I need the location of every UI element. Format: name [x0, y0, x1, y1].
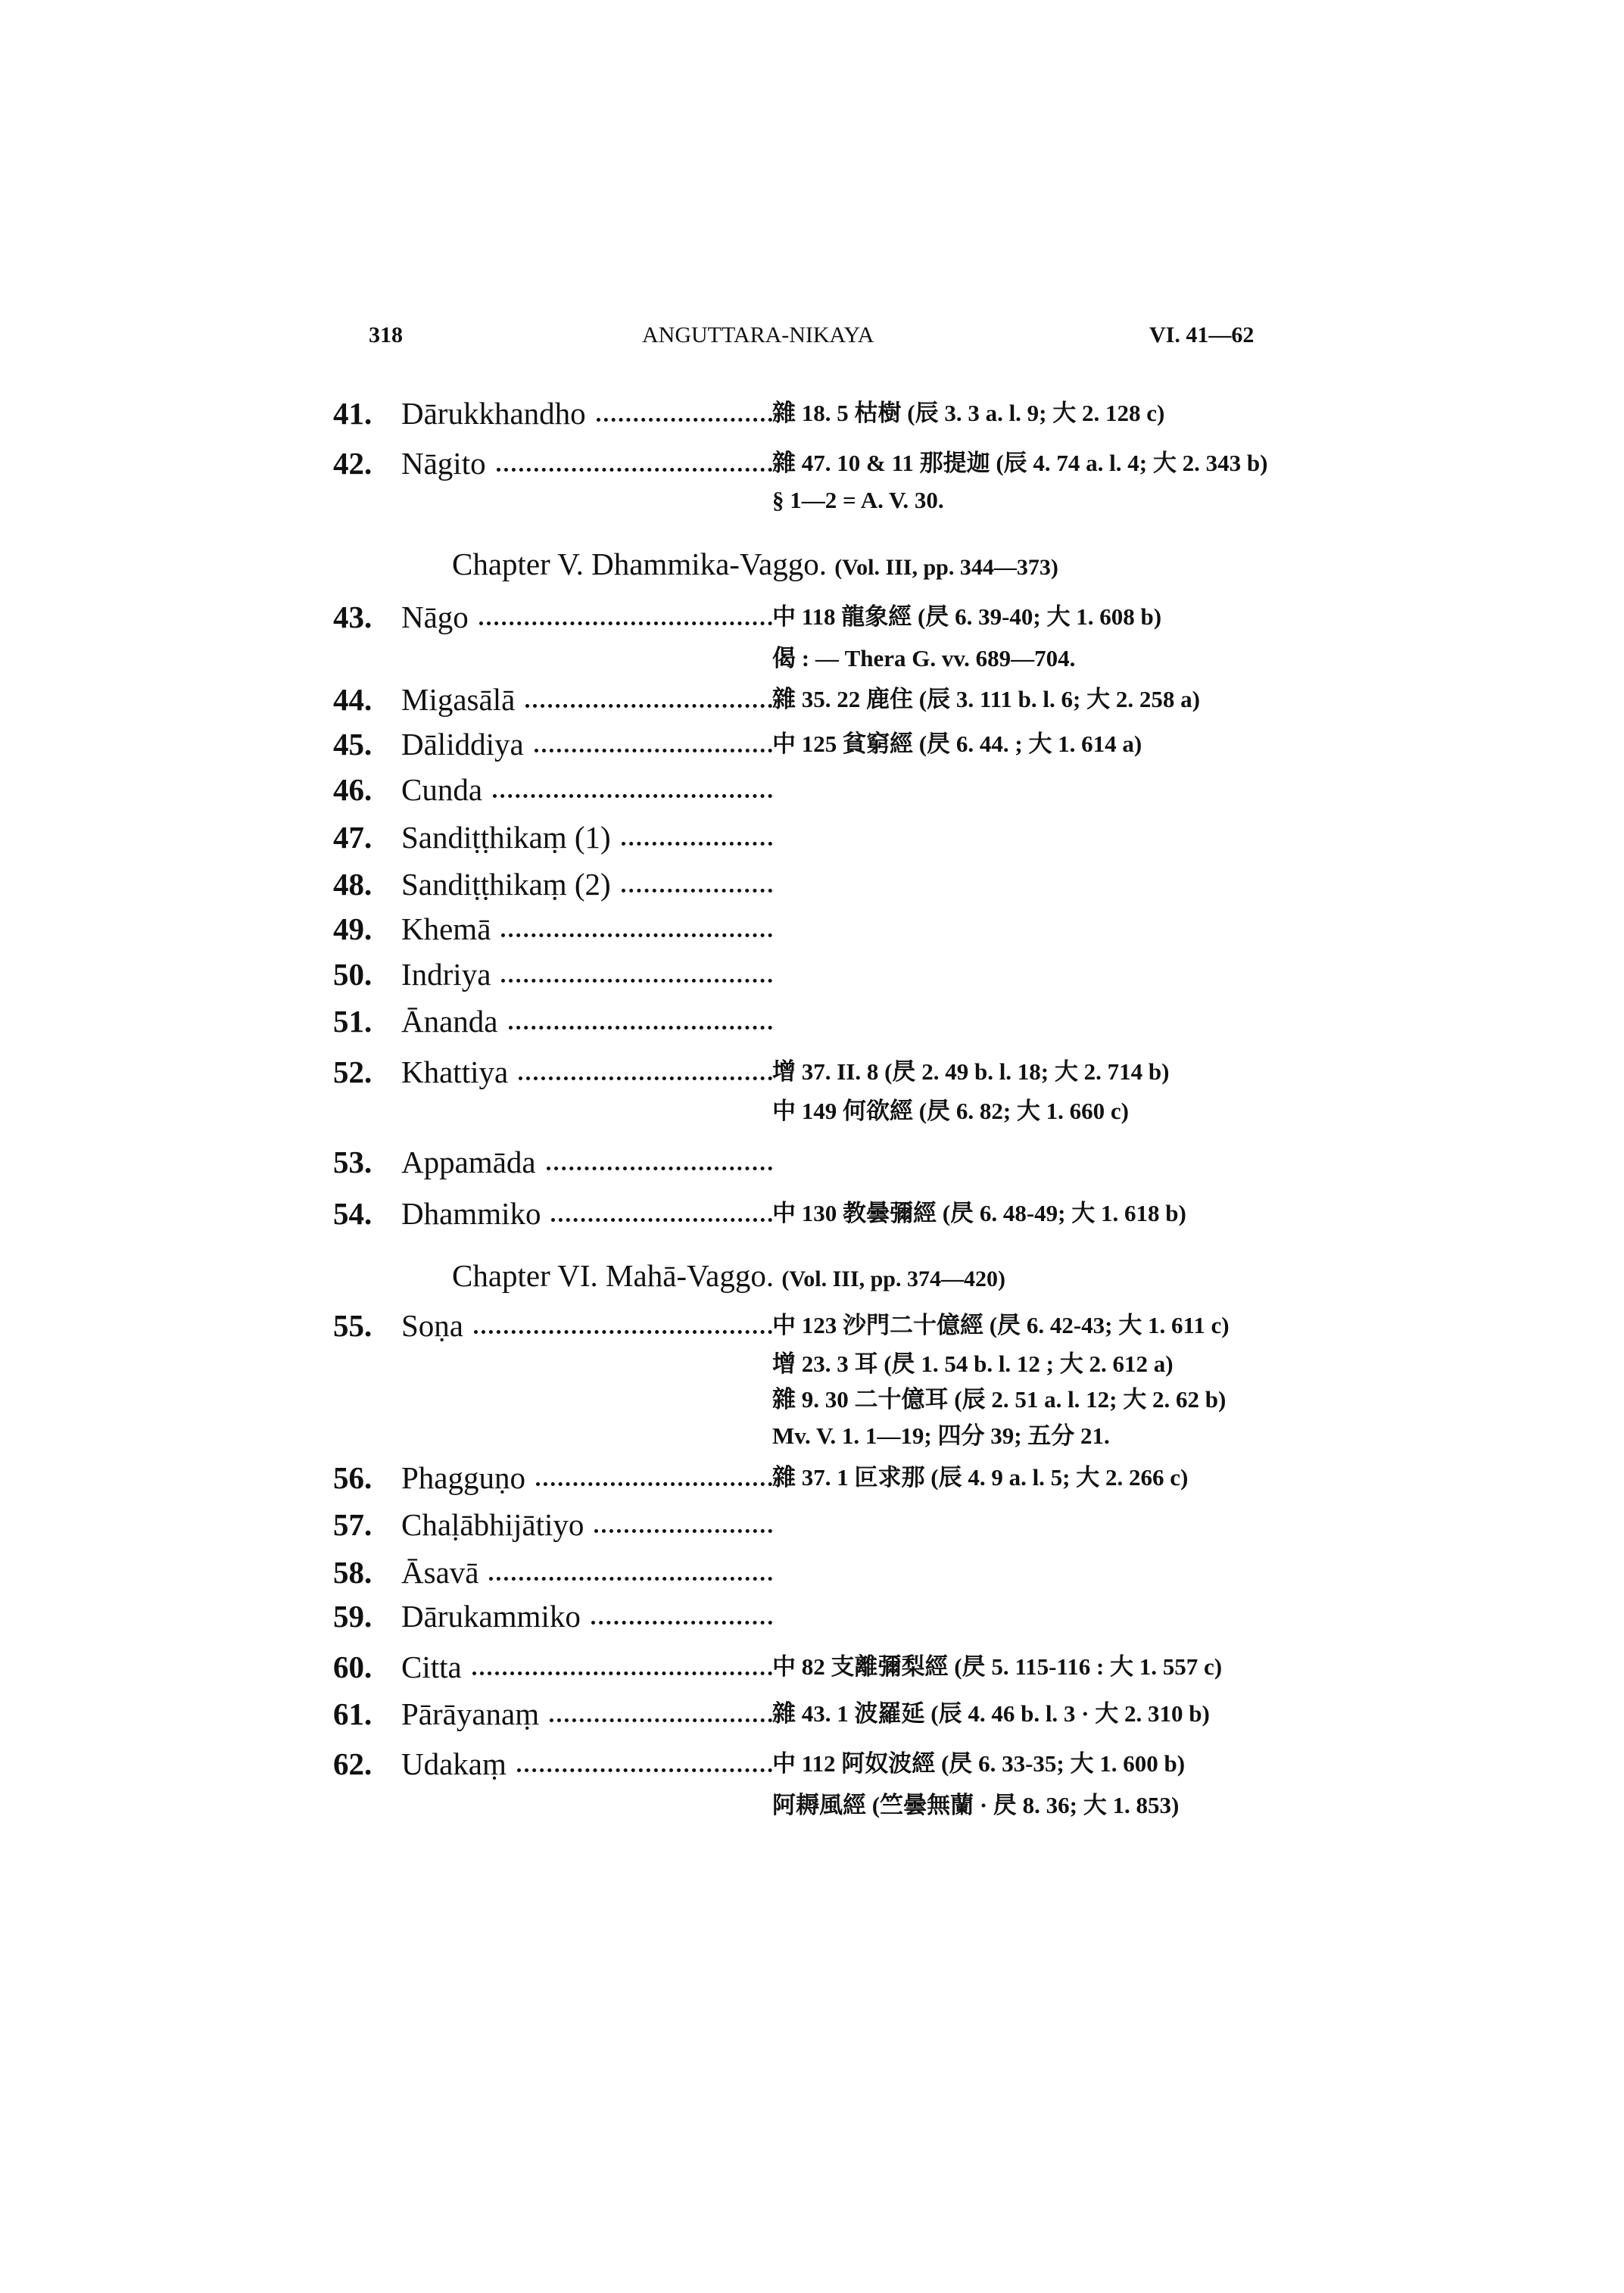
- chapter-title: Chapter VI. Mahā-Vaggo.: [452, 1258, 782, 1293]
- dot-leader: [501, 933, 772, 937]
- item-number: 51.: [333, 1004, 372, 1039]
- list-item: [333, 865, 772, 903]
- item-leader: [401, 955, 772, 993]
- item-number: 56.: [333, 1460, 372, 1495]
- list-item: [333, 1053, 772, 1091]
- dot-leader: [597, 417, 772, 422]
- item-leader: [401, 681, 772, 718]
- list-item: [333, 1459, 772, 1497]
- list-item: [333, 1506, 772, 1544]
- item-name: Dhammiko: [401, 1196, 541, 1231]
- dot-leader: [519, 1076, 772, 1080]
- parallel-reference-continued: 增 23. 3 耳 (昃 1. 54 b. l. 12 ; 大 2. 612 a): [772, 1351, 1174, 1377]
- dot-leader: [493, 793, 772, 798]
- item-name: Dārukammiko: [401, 1599, 581, 1634]
- item-name: Sandiṭṭhikaṃ (2): [401, 867, 611, 902]
- list-item: [333, 1195, 772, 1232]
- parallel-reference: 中 118 龍象經 (昃 6. 39-40; 大 1. 608 b): [772, 603, 1162, 630]
- list-item: [333, 681, 772, 718]
- dot-leader: [509, 1025, 772, 1030]
- dot-leader: [536, 1481, 772, 1486]
- dot-leader: [474, 1329, 772, 1334]
- item-number: 48.: [333, 867, 372, 902]
- list-item: [333, 1745, 772, 1783]
- parallel-reference-continued: 中 149 何欲經 (昃 6. 82; 大 1. 660 c): [772, 1098, 1129, 1124]
- list-item: [333, 1002, 772, 1040]
- item-name: Phagguṇo: [401, 1460, 525, 1495]
- parallel-reference-continued: 阿耨風經 (竺曇無蘭 · 昃 8. 36; 大 1. 853): [772, 1792, 1180, 1818]
- item-leader: [401, 818, 772, 856]
- item-name: Khemā: [401, 911, 491, 946]
- item-number: 52.: [333, 1055, 372, 1089]
- item-name: Udakaṃ: [401, 1746, 507, 1781]
- item-leader: [401, 1307, 772, 1344]
- list-item: [333, 598, 772, 636]
- parallel-reference: 雜 35. 22 鹿住 (辰 3. 111 b. l. 6; 大 2. 258 a): [772, 686, 1200, 712]
- item-number: 44.: [333, 682, 372, 717]
- item-number: 41.: [333, 396, 372, 431]
- dot-leader: [501, 978, 772, 983]
- chapter-volume-range: (Vol. III, pp. 344—373): [834, 555, 1058, 580]
- chapter-heading: [452, 1254, 1005, 1297]
- item-name: Chaḷābhijātiyo: [401, 1507, 584, 1542]
- item-leader: [401, 1002, 772, 1040]
- item-number: 42.: [333, 446, 372, 481]
- item-leader: [401, 394, 772, 432]
- list-item: [333, 1307, 772, 1344]
- item-leader: [401, 1695, 772, 1733]
- dot-leader: [525, 703, 772, 708]
- dot-leader: [479, 621, 772, 625]
- item-leader: [401, 1553, 772, 1591]
- dot-leader: [497, 467, 772, 472]
- chapter-title: Chapter V. Dhammika-Vaggo.: [452, 547, 835, 581]
- item-number: 58.: [333, 1555, 372, 1590]
- page-number: 318: [369, 322, 403, 347]
- item-number: 47.: [333, 820, 372, 855]
- item-name: Āsavā: [401, 1555, 479, 1590]
- parallel-reference: 雜 18. 5 枯樹 (辰 3. 3 a. l. 9; 大 2. 128 c): [772, 400, 1165, 426]
- item-name: Citta: [401, 1650, 462, 1684]
- dot-leader: [551, 1217, 772, 1222]
- item-number: 46.: [333, 772, 372, 807]
- running-title: ANGUTTARA-NIKAYA: [642, 322, 874, 347]
- parallel-reference-continued: Mv. V. 1. 1—19; 四分 39; 五分 21.: [772, 1422, 1110, 1449]
- item-name: Nāgo: [401, 600, 469, 634]
- list-item: [333, 1597, 772, 1635]
- item-leader: [401, 444, 772, 482]
- item-number: 62.: [333, 1746, 372, 1781]
- list-item: [333, 1695, 772, 1733]
- item-name: Cunda: [401, 772, 483, 807]
- item-leader: [401, 1053, 772, 1091]
- list-item: [333, 910, 772, 948]
- chapter-heading: [452, 543, 1058, 585]
- item-name: Sandiṭṭhikaṃ (1): [401, 820, 611, 855]
- item-leader: [401, 725, 772, 763]
- item-number: 57.: [333, 1507, 372, 1542]
- item-number: 49.: [333, 911, 372, 946]
- item-number: 55.: [333, 1308, 372, 1343]
- item-leader: [401, 771, 772, 808]
- dot-leader: [472, 1671, 772, 1675]
- list-item: [333, 444, 772, 482]
- section-range: VI. 41—62: [1149, 322, 1255, 347]
- list-item: [333, 1553, 772, 1591]
- item-number: 60.: [333, 1650, 372, 1684]
- dot-leader: [550, 1718, 772, 1722]
- item-name: Ānanda: [401, 1004, 498, 1039]
- item-number: 59.: [333, 1599, 372, 1634]
- item-leader: [401, 910, 772, 948]
- dot-leader: [489, 1576, 772, 1581]
- dot-leader: [517, 1768, 772, 1772]
- item-name: Dāliddiya: [401, 727, 524, 762]
- list-item: [333, 725, 772, 763]
- parallel-reference: 增 37. II. 8 (昃 2. 49 b. l. 18; 大 2. 714 b): [772, 1058, 1170, 1085]
- parallel-reference: 中 125 貧窮經 (昃 6. 44. ; 大 1. 614 a): [772, 731, 1142, 757]
- parallel-reference-continued: § 1—2 = A. V. 30.: [772, 487, 944, 513]
- item-name: Dārukkhandho: [401, 396, 586, 431]
- item-number: 45.: [333, 727, 372, 762]
- dot-leader: [535, 748, 772, 752]
- item-leader: [401, 1506, 772, 1544]
- parallel-reference: 雜 43. 1 波羅延 (辰 4. 46 b. l. 3 · 大 2. 310 b): [772, 1700, 1210, 1727]
- list-item: [333, 1143, 772, 1181]
- list-item: [333, 1648, 772, 1686]
- item-name: Pārāyanaṃ: [401, 1696, 540, 1731]
- item-number: 54.: [333, 1196, 372, 1231]
- dot-leader: [591, 1620, 772, 1625]
- item-name: Migasālā: [401, 682, 516, 717]
- parallel-reference: 中 123 沙門二十億經 (昃 6. 42-43; 大 1. 611 c): [772, 1312, 1230, 1338]
- item-leader: [401, 1745, 772, 1783]
- dot-leader: [547, 1166, 772, 1170]
- item-name: Nāgito: [401, 446, 486, 481]
- parallel-reference-continued: 雜 9. 30 二十億耳 (辰 2. 51 a. l. 12; 大 2. 62 b): [772, 1386, 1227, 1413]
- item-leader: [401, 598, 772, 636]
- item-leader: [401, 1459, 772, 1497]
- list-item: [333, 955, 772, 993]
- item-number: 61.: [333, 1696, 372, 1731]
- parallel-reference-continued: 偈 : — Thera G. vv. 689—704.: [772, 645, 1076, 671]
- item-leader: [401, 1648, 772, 1686]
- dot-leader: [594, 1528, 772, 1533]
- chapter-volume-range: (Vol. III, pp. 374—420): [781, 1266, 1005, 1291]
- dot-leader: [622, 888, 772, 893]
- list-item: [333, 818, 772, 856]
- list-item: [333, 394, 772, 432]
- item-number: 43.: [333, 600, 372, 634]
- parallel-reference: 中 82 支離彌梨經 (昃 5. 115-116 : 大 1. 557 c): [772, 1653, 1223, 1680]
- item-number: 53.: [333, 1145, 372, 1179]
- parallel-reference: 中 130 教曇彌經 (昃 6. 48-49; 大 1. 618 b): [772, 1200, 1186, 1226]
- item-leader: [401, 1195, 772, 1232]
- item-name: Appamāda: [401, 1145, 536, 1179]
- parallel-reference: 雜 47. 10 & 11 那提迦 (辰 4. 74 a. l. 4; 大 2. 343 b): [772, 450, 1268, 476]
- item-name: Khattiya: [401, 1055, 509, 1089]
- item-number: 50.: [333, 957, 372, 992]
- item-leader: [401, 1143, 772, 1181]
- parallel-reference: 雜 37. 1 叵求那 (辰 4. 9 a. l. 5; 大 2. 266 c): [772, 1464, 1189, 1491]
- item-leader: [401, 865, 772, 903]
- parallel-reference: 中 112 阿奴波經 (昃 6. 33-35; 大 1. 600 b): [772, 1750, 1186, 1777]
- item-name: Soṇa: [401, 1308, 463, 1343]
- item-name: Indriya: [401, 957, 491, 992]
- item-leader: [401, 1597, 772, 1635]
- list-item: [333, 771, 772, 808]
- dot-leader: [622, 841, 772, 846]
